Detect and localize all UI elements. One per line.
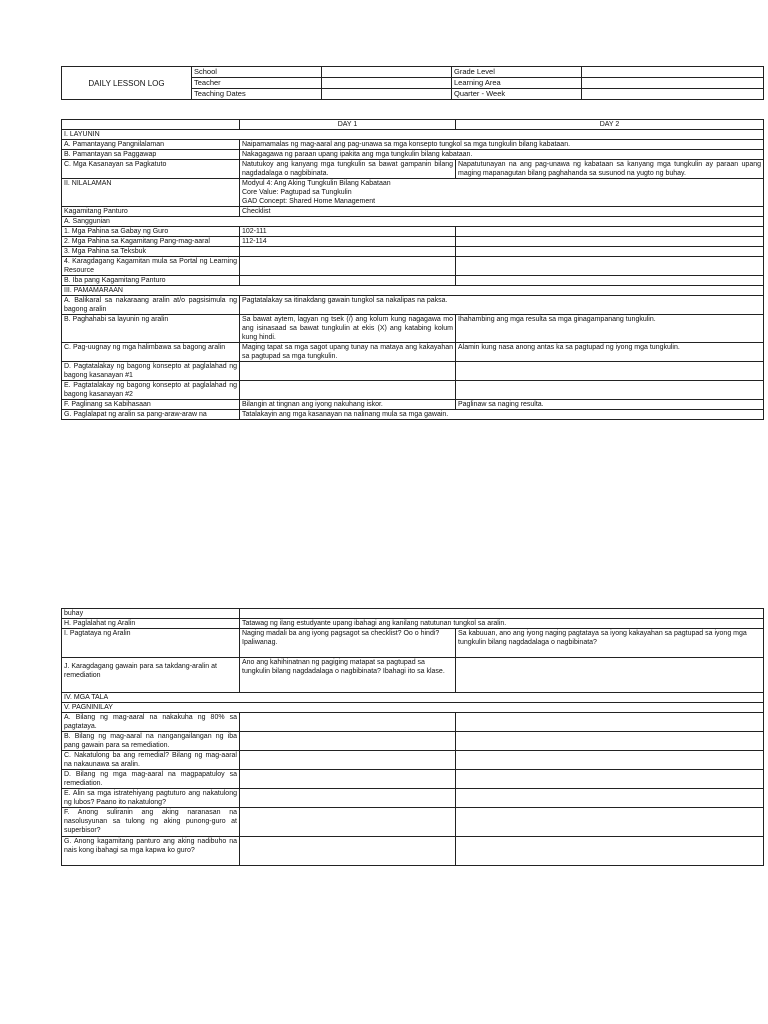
row-day2 [456,732,764,751]
row-label: B. Paghahabi sa layunin ng aralin [62,315,240,343]
day2-header: DAY 2 [456,120,764,130]
row-label: J. Karagdagang gawain para sa takdang-aralin at remediation [62,658,240,693]
row-day1 [240,789,456,808]
lesson-table-page-1 [61,119,764,420]
section-pagninilay: V. PAGNINILAY [62,703,764,713]
row-label: A. Pamantayang Pangnilalaman [62,140,240,150]
row-day2 [456,658,764,693]
row-day1: Sa bawat aytem, lagyan ng tsek (/) ang kolum kung nagagawa mo ang isinasaad sa bawat tungkulin at ekis (X) ang katabing kolum kung hindi. [240,315,456,343]
row-label: Kagamitang Panturo [62,207,240,217]
section-pamamaraan: III. PAMAMARAAN [62,286,764,296]
row-day1 [240,362,456,381]
row-day1 [240,837,456,866]
row-label: F. Paglinang sa Kabihasaan [62,400,240,410]
empty-corner [62,120,240,130]
row-day2 [456,713,764,732]
row-day2: Alamin kung nasa anong antas ka sa pagtupad ng iyong mga tungkulin. [456,343,764,362]
row-day1: Natutukoy ang kanyang mga tungkulin sa bawat gampanin bilang nagdadalaga o nagbibinata. [240,160,456,179]
row-label: C. Nakatulong ba ang remedial? Bilang ng mag-aaral na nakaunawa sa aralin. [62,751,240,770]
row-day2 [456,751,764,770]
row-label: B. Iba pang Kagamitang Panturo [62,276,240,286]
section-nilalaman: II. NILALAMAN [62,179,240,207]
row-day1 [240,808,456,837]
teaching-dates-value[interactable] [322,89,452,100]
row-day2 [456,237,764,247]
row-text: Pagtatalakay sa itinakdang gawain tungkol sa nakalipas na paksa. [240,296,764,315]
row-day1: 112-114 [240,237,456,247]
quarter-week-value[interactable] [582,89,764,100]
page-title: DAILY LESSON LOG [62,67,192,100]
school-label: School [192,67,322,78]
row-label: A. Bilang ng mag-aaral na nakakuha ng 80% sa pagtataya. [62,713,240,732]
school-value[interactable] [322,67,452,78]
row-label: I. Pagtataya ng Aralin [62,629,240,658]
row-text: Tatawag ng ilang estudyante upang ibahagi ang kanilang natutunan tungkol sa aralin. [240,619,764,629]
learning-area-value[interactable] [582,78,764,89]
row-text: Nakagagawa ng paraan upang ipakita ang mga tungkulin bilang kabataan. [240,150,764,160]
row-day1 [240,770,456,789]
row-label: 1. Mga Pahina sa Gabay ng Guro [62,227,240,237]
row-day2 [456,362,764,381]
row-label: buhay [62,609,240,619]
row-day1: 102-111 [240,227,456,237]
row-day2: Sa kabuuan, ano ang iyong naging pagtataya sa iyong kakayahan sa pagtupad sa iyong mga tungkulin bilang nagdadalaga o nagbibinata? [456,629,764,658]
row-label: D. Pagtatalakay ng bagong konsepto at paglalahad ng bagong kasanayan #1 [62,362,240,381]
section-tala: IV. MGA TALA [62,693,764,703]
row-text [240,609,764,619]
row-day2 [456,257,764,276]
nilalaman-content [240,179,764,207]
row-day2 [456,808,764,837]
day1-header: DAY 1 [240,120,456,130]
header-table [61,66,764,100]
section-sanggunian: A. Sanggunian [62,217,764,227]
row-label: B. Bilang ng mag-aaral na nangangailangan ng iba pang gawain para sa remediation. [62,732,240,751]
row-day1 [240,257,456,276]
row-day2 [456,789,764,808]
row-label: G. Paglalapat ng aralin sa pang-araw-araw na [62,410,240,420]
row-day2 [456,770,764,789]
row-day2 [456,227,764,237]
row-day2: Paglinaw sa naging resulta. [456,400,764,410]
row-label: H. Paglalahat ng Aralin [62,619,240,629]
row-day1 [240,276,456,286]
row-text: Checklist [240,207,764,217]
row-day2 [456,276,764,286]
grade-level-value[interactable] [582,67,764,78]
section-layunin: I. LAYUNIN [62,130,764,140]
nilalaman-modyul: Modyul 4: Ang Aking Tungkulin Bilang Kabataan [242,180,391,187]
teacher-value[interactable] [322,78,452,89]
row-label: A. Balikaral sa nakaraang aralin at/o pagsisimula ng bagong aralin [62,296,240,315]
nilalaman-gad: GAD Concept: Shared Home Management [242,198,376,205]
row-day1: Bilangin at tingnan ang iyong nakuhang iskor. [240,400,456,410]
row-day2 [456,247,764,257]
row-day1: Maging tapat sa mga sagot upang tunay na mataya ang kakayahan sa pagtupad sa mga tungkulin. [240,343,456,362]
row-label: 4. Karagdagang Kagamitan mula sa Portal ng Learning Resource [62,257,240,276]
row-label: E. Alin sa mga istratehiyang pagtuturo ang nakatulong ng lubos? Paano ito nakatulong? [62,789,240,808]
row-day1 [240,732,456,751]
row-label: C. Mga Kasanayan sa Pagkatuto [62,160,240,179]
row-day1 [240,247,456,257]
row-label: 3. Mga Pahina sa Teksbuk [62,247,240,257]
row-day1: Ano ang kahihinatnan ng pagiging matapat sa pagtupad sa tungkulin bilang nagdadalaga o nagbibinata? Ibahagi ito sa klase. [240,658,456,693]
teacher-label: Teacher [192,78,322,89]
lesson-table-page-2 [61,608,764,866]
row-day1 [240,381,456,400]
row-label: D. Bilang ng mga mag-aaral na magpapatuloy sa remediation. [62,770,240,789]
row-day2 [456,837,764,866]
row-label: E. Pagtatalakay ng bagong konsepto at paglalahad ng bagong kasanayan #2 [62,381,240,400]
row-day2: Ihahambing ang mga resulta sa mga ginagampanang tungkulin. [456,315,764,343]
row-label: B. Pamantayan sa Paggawap [62,150,240,160]
teaching-dates-label: Teaching Dates [192,89,322,100]
row-day2: Napatutunayan na ang pag-unawa ng kabataan sa kanyang mga tungkulin ay paraan upang maging mapanagutan bilang paghahanda sa susunod na yugto ng buhay. [456,160,764,179]
grade-level-label: Grade Level [452,67,582,78]
row-label: G. Anong kagamitang panturo ang aking nadibuho na nais kong ibahagi sa mga kapwa ko guro? [62,837,240,866]
nilalaman-core-value: Core Value: Pagtupad sa Tungkulin [242,189,352,196]
row-text: Naipamamalas ng mag-aaral ang pag-unawa sa mga konsepto tungkol sa mga tungkulin bilang kabataan. [240,140,764,150]
learning-area-label: Learning Area [452,78,582,89]
row-label: 2. Mga Pahina sa Kagamitang Pang-mag-aaral [62,237,240,247]
row-label: C. Pag-uugnay ng mga halimbawa sa bagong aralin [62,343,240,362]
row-label: F. Anong suliranin ang aking naranasan na nasolusyunan sa tulong ng aking punong-guro at superbisor? [62,808,240,837]
quarter-week-label: Quarter - Week [452,89,582,100]
row-text: Tatalakayin ang mga kasanayan na nalinang mula sa mga gawain. [240,410,764,420]
row-day1 [240,751,456,770]
row-day2 [456,381,764,400]
row-day1 [240,713,456,732]
row-day1: Naging madali ba ang iyong pagsagot sa checklist? Oo o hindi? Ipaliwanag. [240,629,456,658]
